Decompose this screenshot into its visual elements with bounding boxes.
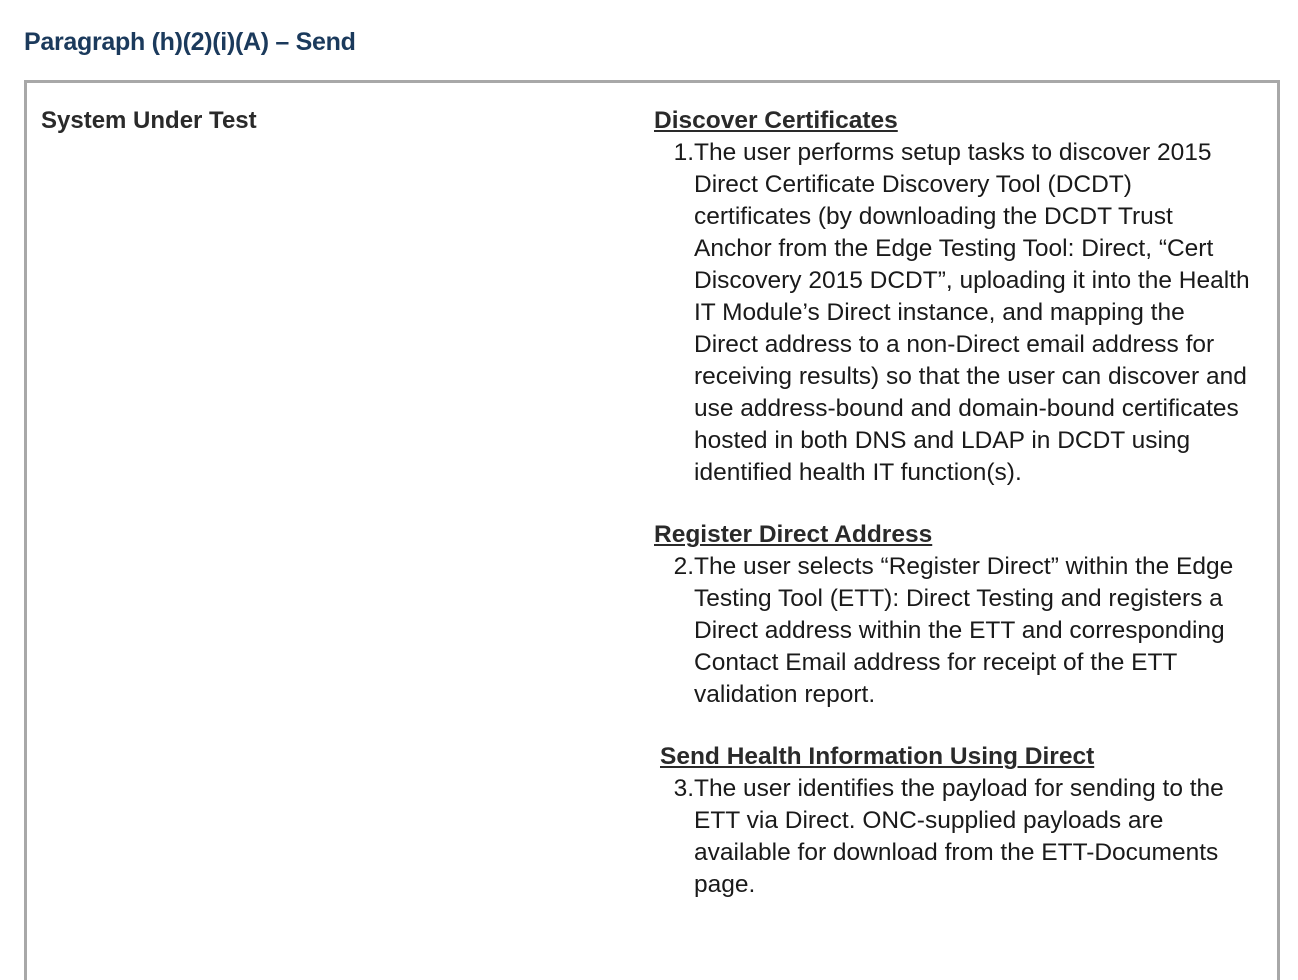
step-number: 1. [673,139,694,166]
list-item [654,551,1254,711]
list-item [654,137,1254,489]
section-heading-discover-certificates: Discover Certificates [654,107,898,134]
step-text: The user identifies the payload for sending to the ETT via Direct. ONC-supplied payloads are available for download from the ETT-Documents page. [694,775,1224,898]
section-discover-certificates [654,105,1254,489]
system-under-test-heading: System Under Test [41,107,257,134]
section-heading-send-health-information: Send Health Information Using Direct [660,743,1095,770]
test-steps-column [654,105,1254,931]
requirements-table [24,80,1280,980]
page-title: Paragraph (h)(2)(i)(A) – Send [24,28,356,56]
section-send-health-information [654,741,1254,901]
step-number: 3. [673,775,694,802]
step-text: The user performs setup tasks to discover 2015 Direct Certificate Discovery Tool (DCDT) certificates (by downloading the DCDT Trust Anchor from the Edge Testing Tool: Direct, “Cert Discovery 2015 DCDT”, uploading it into the Health IT Module’s Direct instance, and mapping the Direct address to a non-Direct email address for receiving results) so that the user can discover and use address-bound and domain-bound certificates hosted in both DNS and LDAP in DCDT using identified health IT function(s). [694,139,1250,486]
list-item [654,773,1254,901]
section-register-direct-address [654,519,1254,711]
step-number: 2. [673,553,694,580]
step-text: The user selects “Register Direct” within the Edge Testing Tool (ETT): Direct Testing and registers a Direct address within the ETT and corresponding Contact Email address for receipt of the ETT validation report. [694,553,1234,708]
section-heading-register-direct-address: Register Direct Address [654,521,933,548]
